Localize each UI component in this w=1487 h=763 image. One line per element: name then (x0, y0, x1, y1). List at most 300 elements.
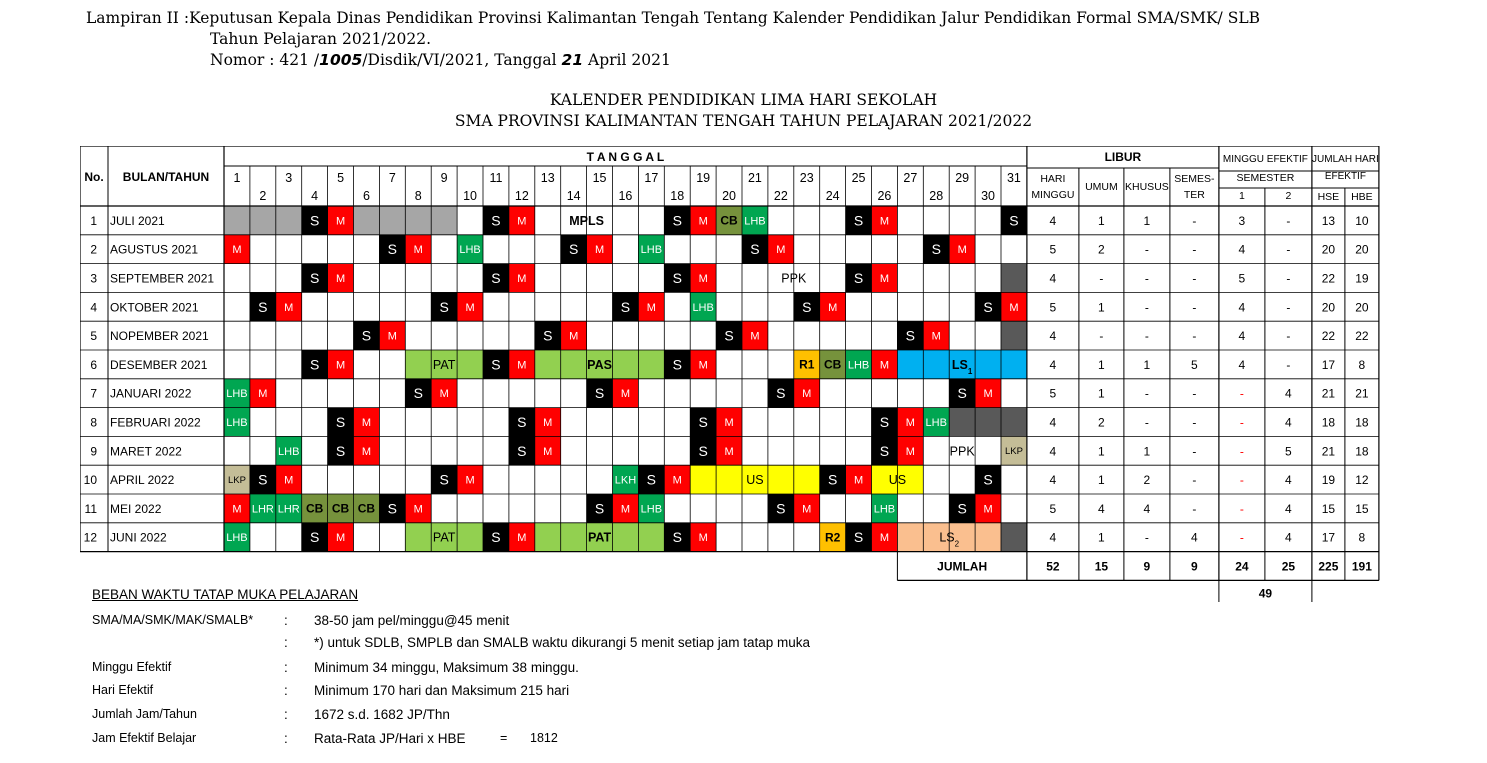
cell-label: M (1009, 301, 1019, 314)
libur-umum-value: 1 (1098, 473, 1105, 488)
month-name: SEPTEMBER 2021 (110, 271, 215, 286)
note-value: Minimum 34 minggu, Maksimum 38 minggu. (314, 660, 579, 675)
cell-label: S (672, 356, 682, 373)
cell-label: M (931, 330, 941, 343)
month-no: 3 (90, 271, 97, 286)
cell-label: M (983, 388, 993, 401)
cell-label: S (309, 270, 320, 287)
day-number: 24 (825, 189, 840, 203)
day-number: 9 (440, 171, 448, 185)
header-hari-minggu: MINGGU (1031, 189, 1075, 201)
cell-label: S (258, 471, 268, 488)
hse-value: 13 (1321, 213, 1336, 228)
month-no: 2 (90, 242, 97, 257)
cell-label: S (698, 442, 708, 459)
totals-value: 25 (1281, 559, 1296, 574)
cell-label: PAT (432, 357, 456, 372)
day-number: 17 (644, 171, 659, 185)
cell-label: M (335, 272, 346, 285)
cell-label: S (672, 270, 682, 287)
libur-khusus-value: 1 (1143, 357, 1151, 372)
minggu-efektif-2-value: - (1286, 300, 1291, 315)
cell-label: S (646, 471, 657, 488)
minggu-efektif-1-value: 3 (1238, 213, 1246, 228)
hari-minggu-value: 5 (1049, 501, 1057, 516)
cell-label: S (1009, 212, 1019, 229)
minggu-efektif-2-value: - (1286, 271, 1291, 286)
libur-semester-value: - (1192, 242, 1197, 257)
hari-minggu-value: 4 (1049, 271, 1057, 286)
libur-umum-value: 2 (1098, 415, 1105, 430)
hse-value: 17 (1321, 530, 1336, 545)
month-name: MARET 2022 (110, 444, 182, 459)
cell-label: S (776, 500, 786, 517)
totals-value: 9 (1191, 559, 1198, 574)
cell-label: S (879, 414, 890, 431)
header-no: No. (84, 170, 104, 184)
nomor-suffix: April 2021 (583, 51, 671, 69)
cell-label: S (491, 529, 501, 546)
hse-value: 20 (1321, 300, 1336, 315)
libur-umum-value: 1 (1098, 300, 1105, 315)
minggu-efektif-1-value: 4 (1238, 242, 1246, 257)
cell-label: CB (357, 501, 376, 516)
cell-label: S (543, 327, 553, 344)
note-label: Jumlah Jam/Tahun (92, 707, 197, 721)
note-label: SMA/MA/SMK/MAK/SMALB* (92, 613, 254, 627)
minggu-efektif-2-value: 4 (1285, 473, 1292, 488)
libur-semester-value: - (1192, 501, 1197, 516)
minggu-efektif-2-value: - (1286, 213, 1291, 228)
cell-label: S (335, 442, 346, 459)
hari-minggu-value: 4 (1049, 357, 1057, 372)
totals-label: JUMLAH (937, 559, 988, 574)
hbe-value: 15 (1355, 501, 1369, 516)
calendar-cell (1001, 321, 1027, 350)
header-khusus: KHUSUS (1125, 181, 1169, 193)
month-name: JUNI 2022 (110, 530, 167, 545)
day-number: 16 (618, 189, 633, 203)
hse-value: 17 (1321, 357, 1336, 372)
cell-label: M (335, 359, 346, 372)
cell-label: R2 (824, 530, 841, 545)
day-number: 20 (722, 189, 737, 203)
cell-label: S (750, 241, 760, 258)
header-minggu-efektif: MINGGU EFEKTIF (1222, 154, 1308, 165)
hbe-value: 12 (1355, 473, 1369, 488)
header-hari-minggu: HARI (1040, 173, 1066, 185)
cell-label: S (491, 270, 501, 287)
libur-umum-value: 1 (1098, 444, 1105, 459)
note-equals: = (500, 731, 508, 745)
cell-label: LKH (614, 474, 637, 487)
libur-semester-value: - (1192, 386, 1197, 401)
day-number: 15 (592, 171, 607, 185)
cell-label: M (802, 388, 812, 401)
hse-value: 21 (1321, 386, 1336, 401)
cell-label: M (879, 215, 890, 228)
cell-label: M (258, 388, 268, 401)
cell-label: S (361, 327, 372, 344)
hari-minggu-value: 4 (1049, 415, 1057, 430)
cell-label: S (258, 298, 268, 315)
cell-label: PPK (949, 444, 975, 459)
cell-label: S (983, 471, 993, 488)
month-name: APRIL 2022 (110, 473, 175, 488)
header-jumlah-hari: JUMLAH HARI (1312, 154, 1379, 165)
calendar-cell (1001, 408, 1027, 437)
cell-label: M (232, 244, 242, 257)
cell-label: LHB (226, 532, 248, 545)
cell-label: M (517, 215, 527, 228)
libur-semester-value: - (1192, 300, 1197, 315)
cell-label: US (888, 473, 907, 488)
libur-khusus-value: - (1144, 300, 1149, 315)
nomor-number: 1005 (319, 51, 363, 69)
cell-label: CB (720, 213, 738, 228)
month-no: 4 (90, 300, 97, 315)
totals-value: 15 (1094, 559, 1109, 574)
calendar-cell (1001, 523, 1027, 552)
libur-khusus-value: - (1144, 386, 1149, 401)
libur-semester-value: 5 (1191, 357, 1198, 372)
day-number: 1 (233, 171, 241, 185)
note-value: 38-50 jam pel/minggu@45 menit (314, 613, 510, 628)
hari-minggu-value: 4 (1049, 473, 1057, 488)
day-number: 23 (799, 171, 814, 185)
minggu-efektif-2-value: - (1286, 357, 1291, 372)
note-label: Minggu Efektif (92, 660, 172, 674)
cell-label: M (802, 503, 812, 516)
libur-umum-value: 1 (1098, 530, 1105, 545)
month-name: DESEMBER 2021 (110, 357, 208, 372)
libur-khusus-value: 4 (1143, 501, 1151, 516)
note-colon: : (284, 660, 288, 675)
day-number: 28 (929, 189, 944, 203)
libur-umum-value: 1 (1098, 357, 1105, 372)
month-name: OKTOBER 2021 (110, 300, 199, 315)
cell-label: M (698, 532, 708, 545)
minggu-efektif-2-value: - (1286, 242, 1291, 257)
cell-label: US (746, 473, 764, 488)
cell-label: M (724, 416, 734, 429)
cell-label: CB (331, 501, 350, 516)
note-value: Rata-Rata JP/Hari x HBE (314, 731, 466, 746)
minggu-efektif-total: 49 (1258, 586, 1273, 601)
day-number: 18 (670, 189, 685, 203)
cell-label: LHB (692, 301, 714, 314)
cell-label: S (957, 385, 967, 402)
cell-label: LHR (251, 503, 274, 516)
cell-label: S (776, 385, 786, 402)
totals-value: 191 (1351, 559, 1372, 574)
note-colon: : (284, 707, 288, 722)
libur-umum-value: - (1099, 329, 1104, 344)
minggu-efektif-1-value: - (1239, 444, 1244, 459)
document-header (86, 8, 1260, 71)
cell-label: M (517, 532, 527, 545)
cell-label: LHB (226, 388, 248, 401)
minggu-efektif-1-value: - (1239, 473, 1244, 488)
header-sem-1: 1 (1238, 190, 1245, 202)
hbe-value: 21 (1355, 386, 1369, 401)
month-no: 1 (90, 213, 97, 228)
libur-semester-value: - (1192, 415, 1197, 430)
cell-label: M (543, 416, 553, 429)
header-semester-sub: SEMESTER (1236, 172, 1295, 184)
note-value: 1672 s.d. 1682 JP/Thn (314, 707, 450, 722)
libur-umum-value: 2 (1098, 242, 1105, 257)
minggu-efektif-1-value: - (1239, 386, 1244, 401)
cell-label: M (517, 272, 527, 285)
hari-minggu-value: 5 (1049, 242, 1057, 257)
cell-label: $LS_2$ (939, 530, 960, 549)
nomor-prefix: Nomor : 421 / (210, 51, 320, 69)
day-number: 2 (259, 189, 267, 203)
cell-label: M (750, 330, 760, 343)
totals-value: 24 (1235, 559, 1249, 574)
header-sem-2: 2 (1285, 190, 1292, 202)
header-hbe: HBE (1351, 191, 1373, 203)
minggu-efektif-1-value: - (1239, 501, 1244, 516)
minggu-efektif-2-value: 4 (1285, 415, 1292, 430)
calendar-cell (1001, 264, 1027, 293)
cell-label-subscript: 2 (954, 539, 960, 549)
cell-label: M (543, 445, 553, 458)
libur-khusus-value: - (1144, 242, 1149, 257)
cell-label: M (905, 445, 915, 458)
hari-minggu-value: 4 (1049, 530, 1057, 545)
cell-label: LHB (640, 244, 663, 257)
cell-label: M (284, 301, 294, 314)
cell-label: M (853, 474, 864, 487)
cell-label: M (879, 359, 890, 372)
hari-minggu-value: 4 (1049, 213, 1057, 228)
day-number: 11 (489, 171, 503, 185)
month-name: FEBRUARI 2022 (110, 415, 201, 430)
cell-label: LHB (925, 416, 947, 429)
cell-label: S (698, 414, 708, 431)
day-number: 27 (903, 171, 918, 185)
cell-label: CB (305, 501, 324, 516)
cell-label: M (620, 503, 631, 516)
cell-label: S (879, 442, 890, 459)
title-line-2: SMA PROVINSI KALIMANTAN TENGAH TAHUN PELAJARAN 2021/2022 (454, 112, 1033, 130)
note-colon: : (284, 635, 288, 650)
cell-label: LHB (640, 503, 663, 516)
cell-label: S (517, 442, 527, 459)
cell-label: PPK (781, 271, 807, 286)
day-number: 25 (851, 171, 866, 185)
cell-label: S (439, 298, 449, 315)
header-hse: HSE (1317, 191, 1340, 203)
minggu-efektif-1-value: 4 (1238, 357, 1246, 372)
note-result: 1812 (530, 731, 558, 745)
hbe-value: 8 (1358, 530, 1366, 545)
cell-label: M (879, 272, 890, 285)
cell-label: S (905, 327, 916, 344)
libur-semester-value: - (1192, 444, 1197, 459)
calendar-cell (224, 206, 302, 235)
nomor-mid: /Disdik/VI/2021, Tanggal (362, 51, 562, 69)
totals-value: 225 (1318, 559, 1339, 574)
day-number: 22 (773, 189, 788, 203)
cell-label: M (413, 244, 423, 257)
cell-label: S (309, 212, 320, 229)
hse-value: 20 (1321, 242, 1336, 257)
hbe-value: 22 (1355, 329, 1369, 344)
hse-value: 15 (1321, 501, 1336, 516)
cell-label: M (413, 503, 423, 516)
note-colon: : (284, 683, 288, 698)
cell-label: M (361, 416, 372, 429)
libur-semester-value: - (1192, 271, 1197, 286)
cell-label: LHR (277, 503, 300, 516)
day-number: 19 (696, 171, 711, 185)
calendar-cell (949, 408, 975, 437)
cell-label: M (335, 215, 346, 228)
cell-label: LKP (227, 475, 246, 487)
cell-label: M (776, 244, 786, 257)
note-value: Minimum 170 hari dan Maksimum 215 hari (314, 683, 570, 698)
totals-value: 52 (1046, 559, 1060, 574)
cell-label: M (646, 301, 656, 314)
libur-khusus-value: 1 (1143, 444, 1151, 459)
libur-semester-value: - (1192, 213, 1197, 228)
cell-label: S (335, 414, 346, 431)
libur-semester-value: 4 (1191, 530, 1198, 545)
month-no: 7 (90, 386, 97, 401)
header-umum: UMUM (1085, 181, 1118, 193)
nomor-day: 21 (561, 51, 584, 69)
cell-label: M (569, 330, 579, 343)
libur-semester-value: - (1192, 473, 1197, 488)
hbe-value: 10 (1355, 213, 1369, 228)
cell-label: M (698, 359, 708, 372)
cell-label: M (724, 445, 734, 458)
cell-label: $LS_1$ (951, 357, 973, 376)
cell-label: S (491, 356, 501, 373)
cell-label: MPLS (569, 213, 604, 228)
day-number: 10 (463, 189, 478, 203)
cell-label-subscript: 1 (967, 366, 973, 376)
day-number: 29 (955, 171, 970, 185)
cell-label: S (620, 298, 631, 315)
libur-umum-value: 4 (1098, 501, 1105, 516)
hse-value: 19 (1321, 473, 1336, 488)
hari-minggu-value: 5 (1049, 386, 1057, 401)
hse-value: 22 (1321, 329, 1336, 344)
totals-value: 9 (1143, 559, 1151, 574)
minggu-efektif-2-value: 4 (1285, 501, 1292, 516)
header-tanggal: T A N G G A L (586, 150, 665, 164)
month-name: JANUARI 2022 (110, 386, 192, 401)
cell-label: M (517, 359, 527, 372)
day-number: 5 (337, 171, 345, 185)
cell-label: M (465, 301, 475, 314)
cell-label: S (853, 212, 864, 229)
libur-khusus-value: - (1144, 530, 1149, 545)
cell-label: S (853, 270, 864, 287)
hbe-value: 18 (1355, 415, 1369, 430)
cell-label: S (931, 241, 941, 258)
day-number: 4 (311, 189, 319, 203)
header-bulan: BULAN/TAHUN (122, 170, 210, 184)
note-colon: : (284, 731, 288, 746)
cell-label: LHB (847, 359, 870, 372)
cell-label: M (698, 272, 708, 285)
day-number: 7 (388, 171, 396, 185)
cell-label: S (309, 529, 320, 546)
month-no: 6 (90, 357, 97, 372)
libur-umum-value: 1 (1098, 213, 1105, 228)
month-name: AGUSTUS 2021 (110, 242, 199, 257)
month-no: 5 (90, 329, 97, 344)
hari-minggu-value: 4 (1049, 444, 1057, 459)
cell-label: S (672, 212, 682, 229)
cell-label: S (594, 385, 605, 402)
cell-label: S (387, 500, 398, 517)
header-efektif: EFEKTIF (1324, 171, 1366, 182)
day-number: 26 (877, 189, 892, 203)
hbe-value: 20 (1355, 300, 1369, 315)
cell-label: M (439, 388, 449, 401)
cell-label: M (284, 474, 294, 487)
cell-label: S (827, 471, 838, 488)
hbe-value: 18 (1355, 444, 1369, 459)
cell-label: M (672, 474, 682, 487)
cell-label: S (724, 327, 734, 344)
month-no: 9 (90, 444, 97, 459)
hse-value: 18 (1321, 415, 1336, 430)
libur-umum-value: - (1099, 271, 1104, 286)
cell-label: M (879, 532, 890, 545)
cell-label: S (309, 356, 320, 373)
month-no: 8 (90, 415, 97, 430)
hari-minggu-value: 5 (1049, 300, 1057, 315)
cell-label: LHB (873, 503, 896, 516)
cell-label: M (361, 445, 372, 458)
note-label: Jam Efektif Belajar (92, 731, 197, 745)
header-semester: SEMES- (1174, 173, 1215, 185)
cell-label: LHB (278, 445, 300, 458)
hse-value: 22 (1321, 271, 1336, 286)
calendar-title (0, 90, 1487, 132)
cell-label: S (439, 471, 449, 488)
cell-label: M (698, 215, 708, 228)
header-line-1: Lampiran II :Keputusan Kepala Dinas Pendidikan Provinsi Kalimantan Tengah Tentang Kalender Pendidikan Jalur Pendidikan Formal SMA/SMK/ SLB (86, 9, 1260, 27)
cell-label: PAT (587, 530, 612, 545)
note-colon: : (284, 613, 288, 628)
cell-label: M (387, 330, 397, 343)
day-number: 3 (285, 171, 293, 185)
cell-label: M (594, 244, 605, 257)
libur-khusus-value: 2 (1143, 473, 1151, 488)
libur-umum-value: 1 (1098, 386, 1105, 401)
hbe-value: 20 (1355, 242, 1369, 257)
calendar-cell (975, 408, 1001, 437)
minggu-efektif-2-value: - (1286, 329, 1291, 344)
minggu-efektif-2-value: 4 (1285, 530, 1292, 545)
cell-label: R1 (799, 357, 815, 372)
cell-label: S (983, 298, 993, 315)
title-line-1: KALENDER PENDIDIKAN LIMA HARI SEKOLAH (549, 91, 938, 109)
header-libur: LIBUR (1104, 150, 1142, 164)
minggu-efektif-1-value: - (1239, 530, 1244, 545)
month-name: NOPEMBER 2021 (110, 329, 209, 344)
calendar-grid (80, 146, 1400, 602)
day-number: 8 (414, 189, 422, 203)
